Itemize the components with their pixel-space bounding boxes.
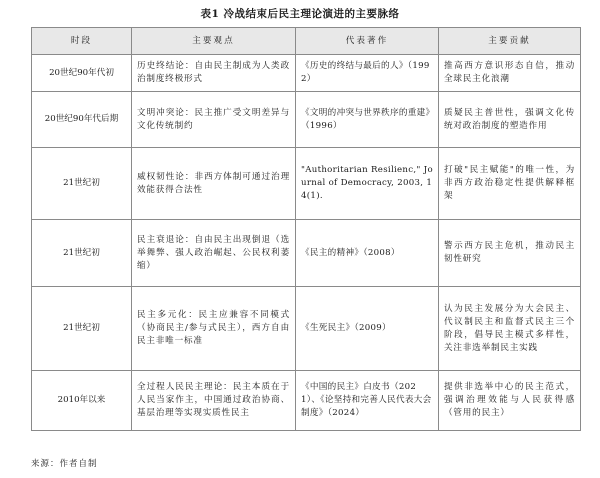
cell-period: 21世纪初 xyxy=(32,287,132,371)
cell-works: 《文明的冲突与世界秩序的重建》（1996） xyxy=(296,92,439,148)
cell-contribution: 警示西方民主危机，推动民主韧性研究 xyxy=(439,220,581,287)
table-row xyxy=(32,55,581,92)
table-row xyxy=(32,220,581,287)
cell-ideas: 文明冲突论：民主推广受文明差异与文化传统制约 xyxy=(132,92,296,148)
democracy-theory-table xyxy=(31,27,581,431)
table-row xyxy=(32,92,581,148)
table-title: 表1 冷战结束后民主理论演进的主要脉络 xyxy=(200,8,400,20)
cell-ideas: 民主多元化：民主应兼容不同模式（协商民主/参与式民主），西方自由民主非唯一标准 xyxy=(132,287,296,371)
cell-works: 《中国的民主》白皮书（2021）、《论坚持和完善人民代表大会制度》（2024） xyxy=(296,371,439,431)
header-contribution: 主要贡献 xyxy=(439,28,581,55)
cell-period: 21世纪初 xyxy=(32,148,132,220)
table-row xyxy=(32,287,581,371)
cell-ideas: 民主衰退论：自由民主出现倒退（选举舞弊、强人政治崛起、公民权利萎缩） xyxy=(132,220,296,287)
cell-ideas: 历史终结论：自由民主制成为人类政治制度终极形式 xyxy=(132,55,296,92)
cell-works: 《民主的精神》（2008） xyxy=(296,220,439,287)
cell-contribution: 认为民主发展分为大会民主、代议制民主和监督式民主三个阶段，倡导民主模式多样性，关注非选举制民主实践 xyxy=(439,287,581,371)
cell-period: 20世纪90年代初 xyxy=(32,55,132,92)
cell-period: 21世纪初 xyxy=(32,220,132,287)
cell-contribution: 推高西方意识形态自信，推动全球民主化浪潮 xyxy=(439,55,581,92)
cell-contribution: 提供非选举中心的民主范式，强调治理效能与人民获得感（管用的民主） xyxy=(439,371,581,431)
cell-contribution: 质疑民主普世性，强调文化传统对政治制度的塑造作用 xyxy=(439,92,581,148)
source-footnote: 来源：作者自制 xyxy=(31,459,98,469)
table-row xyxy=(32,371,581,431)
cell-works: 《历史的终结与最后的人》（1992） xyxy=(296,55,439,92)
cell-works: 《生死民主》（2009） xyxy=(296,287,439,371)
cell-period: 2010年以来 xyxy=(32,371,132,431)
header-works: 代表著作 xyxy=(296,28,439,55)
table-header-row xyxy=(32,28,581,55)
cell-contribution: 打破"民主赋能"的唯一性，为非西方政治稳定性提供解释框架 xyxy=(439,148,581,220)
header-ideas: 主要观点 xyxy=(132,28,296,55)
cell-period: 20世纪90年代后期 xyxy=(32,92,132,148)
cell-works: "Authoritarian Resilienc," Journal of Democracy, 2003, 14(1). xyxy=(296,148,439,220)
header-period: 时段 xyxy=(32,28,132,55)
table-row xyxy=(32,148,581,220)
cell-ideas: 全过程人民民主理论：民主本质在于人民当家作主，中国通过政治协商、基层治理等实现实质性民主 xyxy=(132,371,296,431)
cell-ideas: 威权韧性论：非西方体制可通过治理效能获得合法性 xyxy=(132,148,296,220)
